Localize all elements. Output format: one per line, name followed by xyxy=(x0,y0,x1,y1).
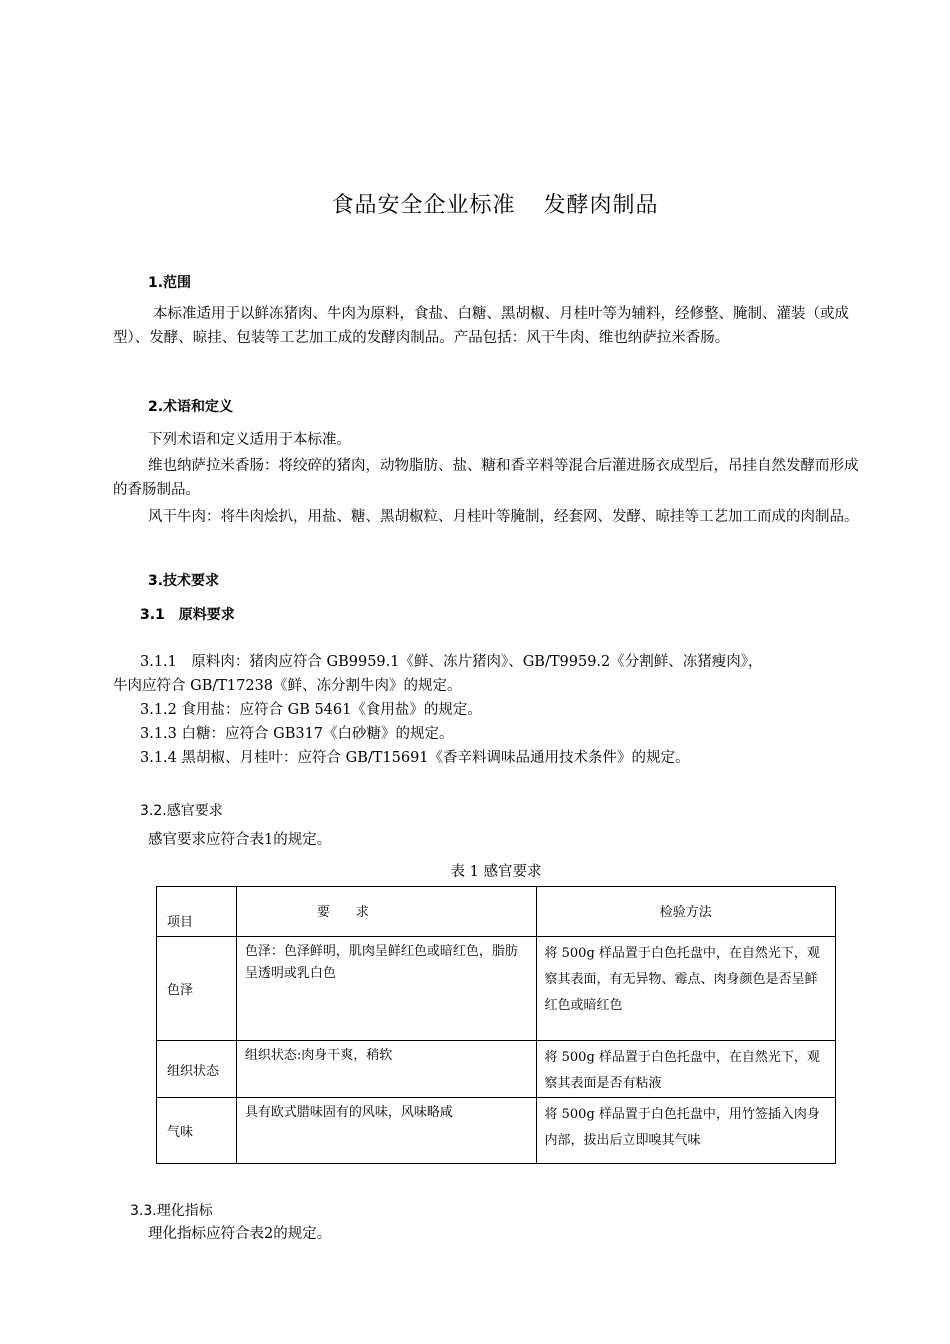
section-3-1-heading: 3.1 原料要求 xyxy=(140,607,235,623)
table-row xyxy=(157,1041,836,1098)
row-method: 将 500g 样品置于白色托盘中，在自然光下，观察其表面是否有粘液 xyxy=(536,1041,836,1098)
section-2-intro: 下列术语和定义适用于本标准。 xyxy=(148,432,351,448)
header-method: 检验方法 xyxy=(536,887,836,937)
row-requirement: 色泽：色泽鲜明，肌肉呈鲜红色或暗红色，脂肪呈透明或乳白色 xyxy=(236,937,536,1041)
section-3-3-body: 理化指标应符合表2的规定。 xyxy=(148,1226,332,1242)
section-3-2-heading: 3.2.感官要求 xyxy=(140,803,223,819)
table-header-row xyxy=(157,887,836,937)
header-requirement: 要 求 xyxy=(236,887,536,937)
section-1-body: 本标准适用于以鲜冻猪肉、牛肉为原料，食盐、白糖、黑胡椒、月桂叶等为辅料，经修整、腌制、灌装（或成型）、发酵、晾挂、包装等工艺加工成的发酵肉制品。产品包括：风干牛肉、维也纳萨拉米香肠。 xyxy=(113,306,849,346)
page-title xyxy=(0,188,950,219)
row-requirement: 具有欧式腊味固有的风味，风味略咸 xyxy=(236,1098,536,1164)
section-1-heading: 1.范围 xyxy=(148,275,192,291)
item-3-1-1-line2: 牛肉应符合 GB/T17238《鲜、冻分割牛肉》的规定。 xyxy=(113,678,462,694)
item-3-1-1-line1: 3.1.1 原料肉：猪肉应符合 GB9959.1《鲜、冻片猪肉》、GB/T9959.2《分割鲜、冻猪瘦肉》， xyxy=(140,654,763,670)
section-3-3-heading: 3.3.理化指标 xyxy=(130,1203,213,1219)
item-3-1-4: 3.1.4 黑胡椒、月桂叶：应符合 GB/T15691《香辛料调味品通用技术条件》的规定。 xyxy=(140,750,690,766)
section-3-2-body: 感官要求应符合表1的规定。 xyxy=(148,832,332,848)
header-item: 项目 xyxy=(157,887,237,937)
definition-dried-beef: 风干牛肉：将牛肉烩扒，用盐、糖、黑胡椒粒、月桂叶等腌制，经套网、发酵、晾挂等工艺加工而成的肉制品。 xyxy=(148,509,859,525)
row-item: 气味 xyxy=(157,1098,237,1164)
item-3-1-2: 3.1.2 食用盐：应符合 GB 5461《食用盐》的规定。 xyxy=(140,702,482,718)
row-item: 色泽 xyxy=(157,937,237,1041)
table-row xyxy=(157,937,836,1041)
definition-salami: 维也纳萨拉米香肠：将绞碎的猪肉，动物脂肪、盐、糖和香辛料等混合后灌进肠衣成型后，吊挂自然发酵而形成的香肠制品。 xyxy=(113,458,859,498)
title-part-2: 发酵肉制品 xyxy=(543,193,659,218)
table-1-caption: 表 1 感官要求 xyxy=(450,864,542,880)
item-3-1-3: 3.1.3 白糖：应符合 GB317《白砂糖》的规定。 xyxy=(140,726,454,742)
row-item: 组织状态 xyxy=(157,1041,237,1098)
row-requirement: 组织状态:肉身干爽，稍软 xyxy=(236,1041,536,1098)
section-3-heading: 3.技术要求 xyxy=(148,573,220,589)
title-part-1: 食品安全企业标准 xyxy=(331,193,516,218)
row-method: 将 500g 样品置于白色托盘中，在自然光下，观察其表面，有无异物、霉点、肉身颜色是否呈鲜红色或暗红色 xyxy=(536,937,836,1041)
table-row xyxy=(157,1098,836,1164)
sensory-table xyxy=(156,886,836,1164)
section-2-heading: 2.术语和定义 xyxy=(148,399,234,415)
row-method: 将 500g 样品置于白色托盘中，用竹签插入肉身内部，拔出后立即嗅其气味 xyxy=(536,1098,836,1164)
